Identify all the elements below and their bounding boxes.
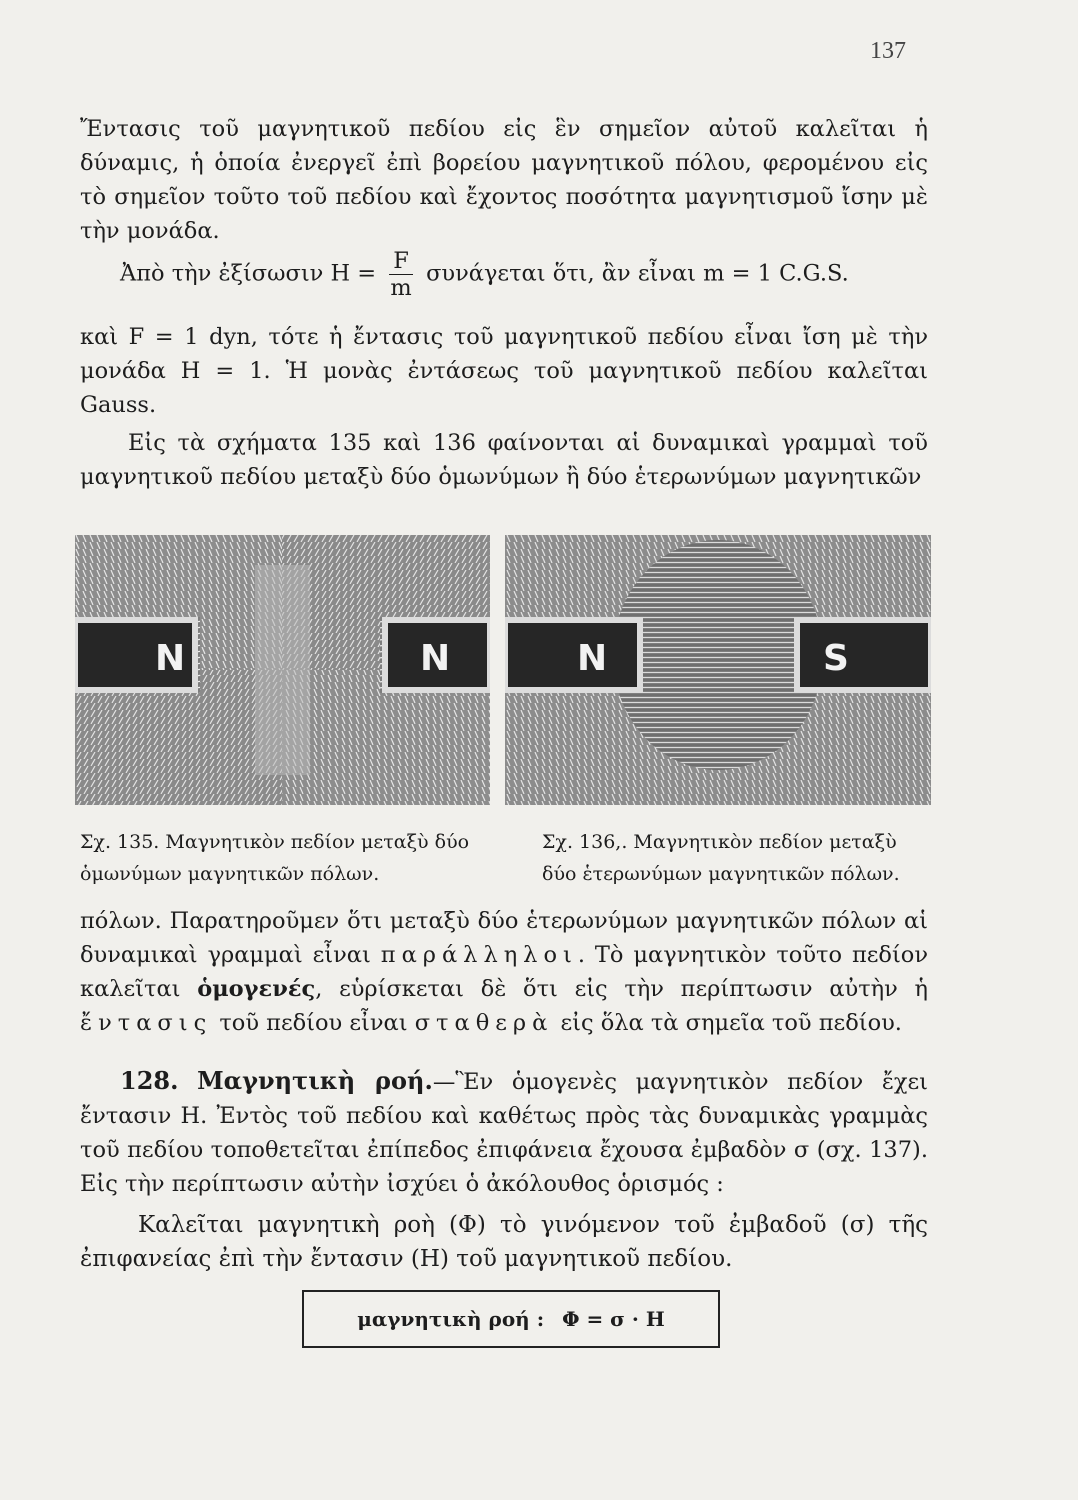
paragraph4-part3: , εὑρίσκεται δὲ ὅτι εἰς τὴν περίπτωσιν αὐτὴν ἡ — [315, 976, 928, 1002]
caption-figure-136: Σχ. 136,. Μαγνητικὸν πεδίον μεταξὺ δύο ἑτερωνύμων μαγνητικῶν πόλων. — [542, 831, 900, 885]
formula-label: μαγνητικὴ ροή : — [357, 1307, 545, 1331]
formula-expression: Φ = σ · Η — [562, 1307, 665, 1331]
pole-label-left: N — [577, 638, 608, 679]
formula-box — [302, 1290, 720, 1348]
emphasis-parallel: παράλληλοι — [380, 942, 578, 968]
section-title: Μαγνητικὴ ροή. — [197, 1066, 433, 1095]
figure-136-unlike-poles — [505, 535, 931, 805]
paragraph4-part4: τοῦ πεδίου εἶναι — [219, 1010, 408, 1036]
pole-label-right: N — [420, 638, 451, 679]
figure-135-like-poles — [75, 535, 490, 805]
equation-suffix: συνάγεται ὅτι, ἂν εἶναι m = 1 C.G.S. — [426, 260, 849, 287]
fraction-denominator: m — [390, 275, 412, 301]
emphasis-constant: σταθερὰ — [414, 1010, 554, 1036]
fraction-numerator: F — [389, 248, 413, 275]
paragraph4-part2: . Τὸ μαγνητικὸν τοῦτο πεδίον καλεῖται — [80, 942, 929, 1002]
fraction — [389, 248, 413, 301]
paragraph4-part1: πόλων. Παρατηροῦμεν ὅτι μεταξὺ δύο ἑτερωνύμων μαγνητικῶν πόλων αἱ δυναμικαὶ γραμμαὶ εἶναι — [80, 908, 928, 968]
pole-label-right: S — [823, 638, 849, 679]
section-128 — [80, 1064, 928, 1201]
emphasis-homogeneous: ὁμογενές — [197, 976, 316, 1002]
field-lines-like-poles — [75, 535, 490, 805]
emphasis-intensity: ἔντασις — [80, 1010, 213, 1036]
paragraph-gauss: καὶ F = 1 dyn, τότε ἡ ἔντασις τοῦ μαγνητικοῦ πεδίου εἶναι ἴση μὲ τὴν μονάδα H = 1. Ἡ μονὰς ἐντάσεως τοῦ μαγνητικοῦ πεδίου καλεῖται Gauss. — [80, 324, 928, 418]
equation-prefix: Ἀπὸ τὴν ἐξίσωσιν Η = — [120, 260, 377, 287]
pole-label-left: N — [155, 638, 186, 679]
section-number: 128. — [120, 1066, 179, 1095]
paragraph-intensity-definition: Ἔντασις τοῦ μαγνητικοῦ πεδίου εἰς ἓν σημεῖον αὐτοῦ καλεῖται ἡ δύναμις, ἡ ὁποία ἐνεργεῖ ἐπὶ βορείου μαγνητικοῦ πόλου, φερομένου εἰς τὸ σημεῖον τοῦτο τοῦ πεδίου καὶ ἔχοντος ποσότητα μαγνητισμοῦ ἴσην μὲ τὴν μονάδα. — [80, 116, 928, 244]
section-text: —Ἓν ὁμογενὲς μαγνητικὸν πεδίον ἔχει ἔντασιν Η. Ἐντὸς τοῦ πεδίου καὶ καθέτως πρὸς τὰς δυναμικὰς γραμμὰς τοῦ πεδίου τοποθετεῖται ἐπίπεδος ἐπιφάνεια ἔχουσα ἐμβαδὸν σ (σχ. 137). Εἰς τὴν περίπτωσιν αὐτὴν ἰσχύει ὁ ἀκόλουθος ὁρισμός : — [80, 1069, 929, 1197]
definition-magnetic-flux: Καλεῖται μαγνητικὴ ροὴ (Φ) τὸ γινόμενον τοῦ ἐμβαδοῦ (σ) τῆς ἐπιφανείας ἐπὶ τὴν ἔντασιν (Η) τοῦ μαγνητικοῦ πεδίου. — [80, 1212, 928, 1272]
caption-figure-135: Σχ. 135. Μαγνητικὸν πεδίον μεταξὺ δύο ὁμωνύμων μαγνητικῶν πόλων. — [80, 831, 470, 885]
paragraph4-part5: εἰς ὅλα τὰ σημεῖα τοῦ πεδίου. — [560, 1010, 902, 1036]
paragraph-homogeneous-field — [80, 904, 928, 1040]
page-number: 137 — [870, 38, 906, 64]
paragraph-figures-intro: Εἰς τὰ σχήματα 135 καὶ 136 φαίνονται αἱ δυναμικαὶ γραμμαὶ τοῦ μαγνητικοῦ πεδίου μεταξὺ δύο ὁμωνύμων ἢ δύο ἑτερωνύμων μαγνητικῶν — [80, 430, 928, 490]
field-lines-unlike-poles — [505, 535, 931, 805]
equation-line — [120, 248, 849, 301]
